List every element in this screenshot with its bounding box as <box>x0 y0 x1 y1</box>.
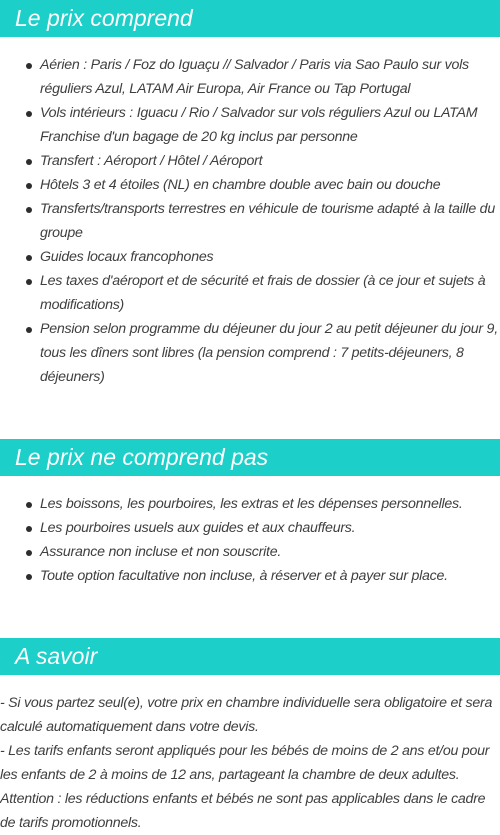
bullet-icon <box>26 550 32 556</box>
bullet-icon <box>26 183 32 189</box>
info-paragraph: Attention : les réductions enfants et bébés ne sont pas applicables dans le cadre de tarifs promotionnels. <box>0 791 486 831</box>
list-item: Hôtels 3 et 4 étoiles (NL) en chambre double avec bain ou douche <box>0 173 500 197</box>
list-item: Les pourboires usuels aux guides et aux chauffeurs. <box>0 516 500 540</box>
excludes-header <box>0 439 500 476</box>
list-item: Les boissons, les pourboires, les extras et les dépenses personnelles. <box>0 492 500 516</box>
includes-title: Le prix comprend <box>15 5 193 31</box>
list-item: Les taxes d'aéroport et de sécurité et frais de dossier (à ce jour et sujets à modifications) <box>0 269 500 317</box>
info-paragraph: - Les tarifs enfants seront appliqués pour les bébés de moins de 2 ans et/ou pour les enfants de 2 à moins de 12 ans, partageant la chambre de deux adultes. <box>0 743 490 783</box>
includes-header <box>0 0 500 37</box>
bullet-icon <box>26 111 32 117</box>
list-item: Toute option facultative non incluse, à réserver et à payer sur place. <box>0 564 500 588</box>
list-item: Assurance non incluse et non souscrite. <box>0 540 500 564</box>
bullet-icon <box>26 159 32 165</box>
excludes-list <box>0 492 500 588</box>
info-header <box>0 638 500 675</box>
list-item: Pension selon programme du déjeuner du jour 2 au petit déjeuner du jour 9, tous les dîners sont libres (la pension comprend : 7 petits-déjeuners, 8 déjeuners) <box>0 317 500 389</box>
info-title: A savoir <box>15 643 98 669</box>
bullet-icon <box>26 255 32 261</box>
bullet-icon <box>26 574 32 580</box>
excludes-title: Le prix ne comprend pas <box>15 444 269 470</box>
list-item: Transferts/transports terrestres en véhicule de tourisme adapté à la taille du groupe <box>0 197 500 245</box>
list-item: Transfert : Aéroport / Hôtel / Aéroport <box>0 149 500 173</box>
info-block <box>0 691 500 835</box>
list-item: Aérien : Paris / Foz do Iguaçu // Salvador / Paris via Sao Paulo sur vols réguliers Azul, LATAM Air Europa, Air France ou Tap Portugal <box>0 53 500 101</box>
bullet-icon <box>26 526 32 532</box>
includes-list <box>0 53 500 389</box>
list-item: Guides locaux francophones <box>0 245 500 269</box>
bullet-icon <box>26 327 32 333</box>
bullet-icon <box>26 63 32 69</box>
info-paragraph: - Si vous partez seul(e), votre prix en chambre individuelle sera obligatoire et sera calculé automatiquement dans votre devis. <box>0 695 493 735</box>
bullet-icon <box>26 502 32 508</box>
bullet-icon <box>26 207 32 213</box>
bullet-icon <box>26 279 32 285</box>
list-item: Vols intérieurs : Iguacu / Rio / Salvador sur vols réguliers Azul ou LATAM Franchise d'un bagage de 20 kg inclus par personne <box>0 101 500 149</box>
